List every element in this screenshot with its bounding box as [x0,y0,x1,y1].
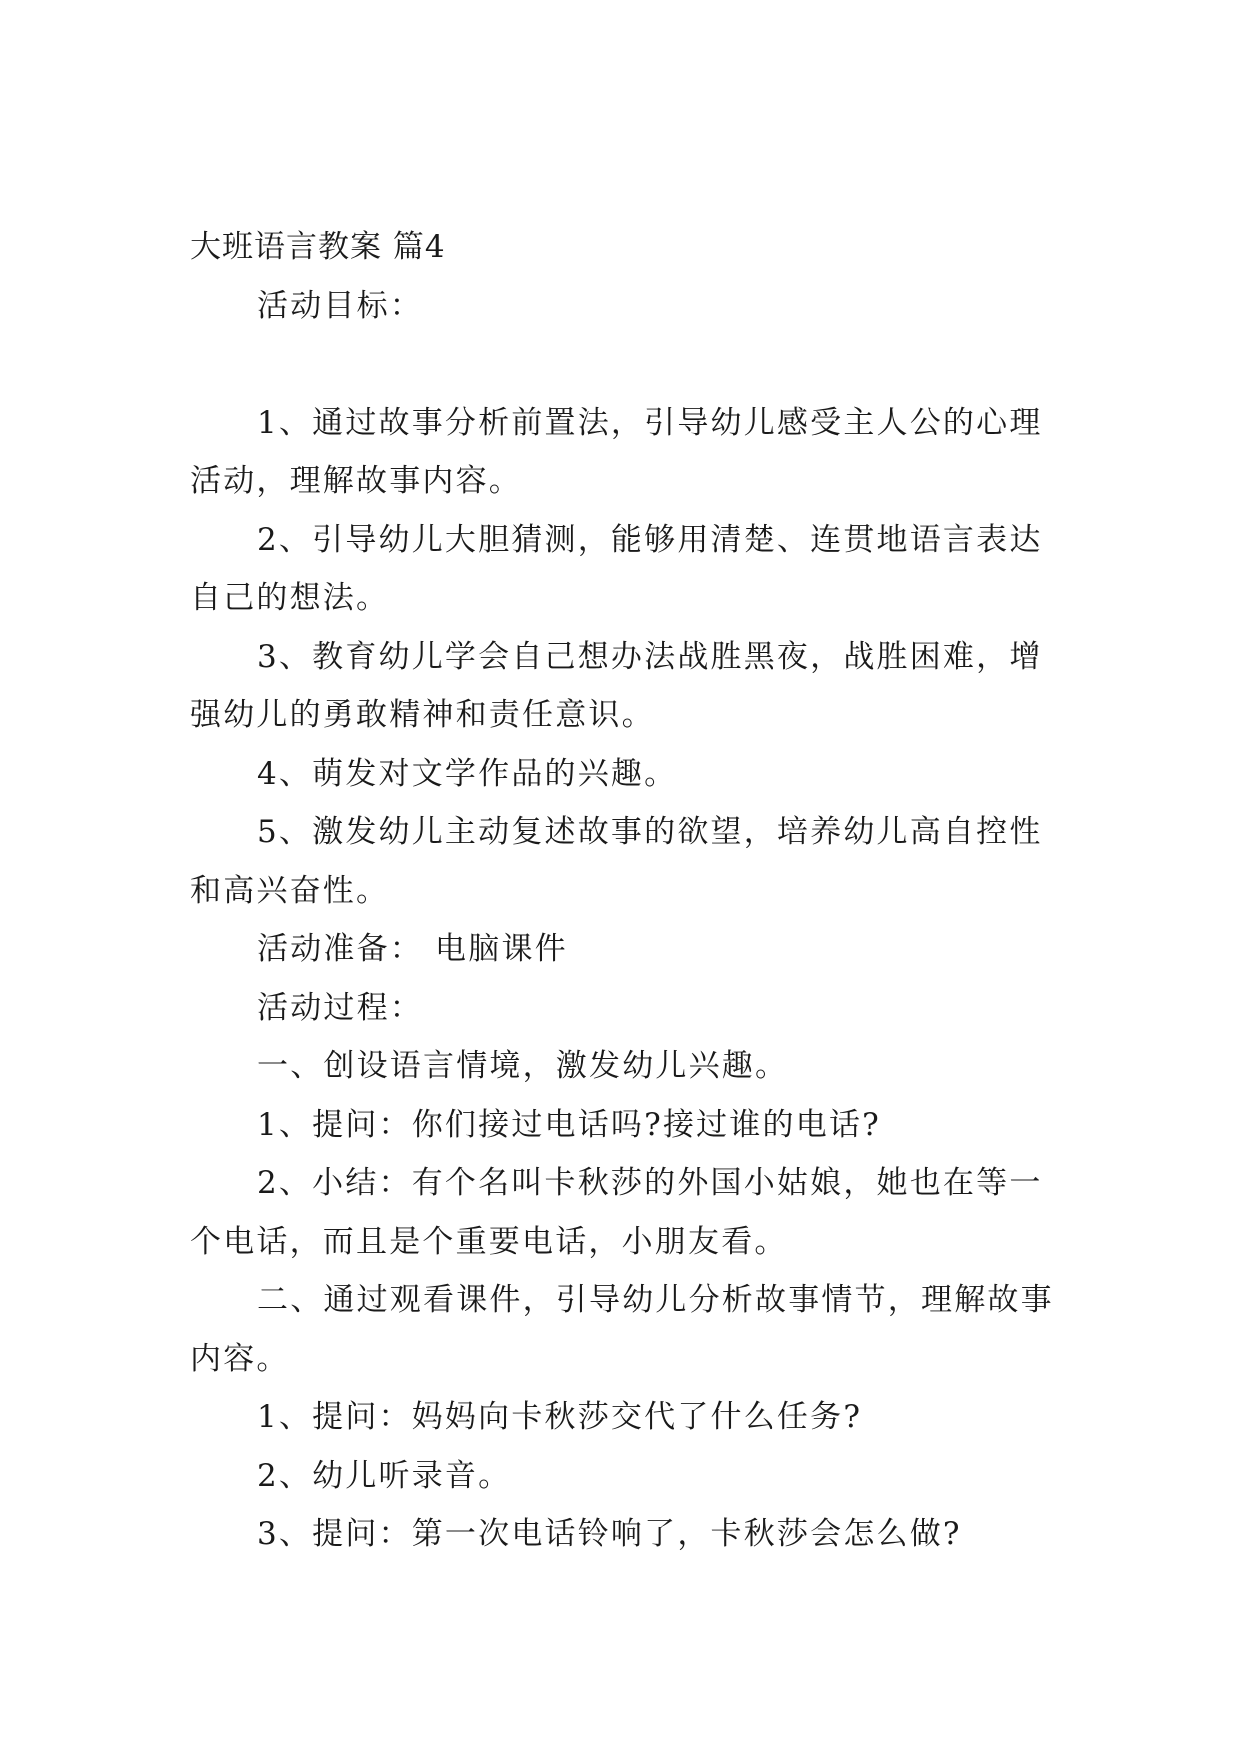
section-heading-preparation: 活动准备： 电脑课件 [257,931,568,967]
paragraph-line: 1、通过故事分析前置法，引导幼儿感受主人公的心理 [257,404,1043,441]
document-body [190,218,1052,1564]
paragraph-line: 1、提问：妈妈向卡秋莎交代了什么任务? [257,1399,863,1435]
paragraph-line: 二、通过观看课件，引导幼儿分析故事情节，理解故事 [257,1282,1054,1318]
section-heading-process: 活动过程： [257,989,423,1026]
paragraph-line: 个电话，而且是个重要电话，小朋友看。 [190,1223,788,1260]
paragraph-line: 一、创设语言情境，激发幼儿兴趣。 [257,1048,789,1084]
paragraph-line: 4、萌发对文学作品的兴趣。 [257,755,678,792]
paragraph-line: 活动，理解故事内容。 [190,463,522,499]
paragraph-line: 5、激发幼儿主动复述故事的欲望，培养幼儿高自控性 [257,814,1043,850]
paragraph-line: 2、幼儿听录音。 [257,1457,512,1494]
paragraph-line: 强幼儿的勇敢精神和责任意识。 [190,697,655,733]
paragraph-line: 2、小结：有个名叫卡秋莎的外国小姑娘，她也在等一 [257,1165,1043,1201]
paragraph-line: 1、提问：你们接过电话吗?接过谁的电话? [257,1106,881,1143]
paragraph-line: 3、提问：第一次电话铃响了，卡秋莎会怎么做? [257,1516,962,1552]
document-title: 大班语言教案 篇4 [190,229,446,265]
paragraph-line: 内容。 [190,1340,290,1377]
section-heading-goals: 活动目标： [257,287,423,324]
paragraph-line: 3、教育幼儿学会自己想办法战胜黑夜，战胜困难，增 [257,638,1043,675]
paragraph-line: 2、引导幼儿大胆猜测，能够用清楚、连贯地语言表达 [257,521,1043,558]
paragraph-line: 和高兴奋性。 [190,872,390,909]
paragraph-line: 自己的想法。 [190,580,390,616]
blank-line [190,335,1052,394]
